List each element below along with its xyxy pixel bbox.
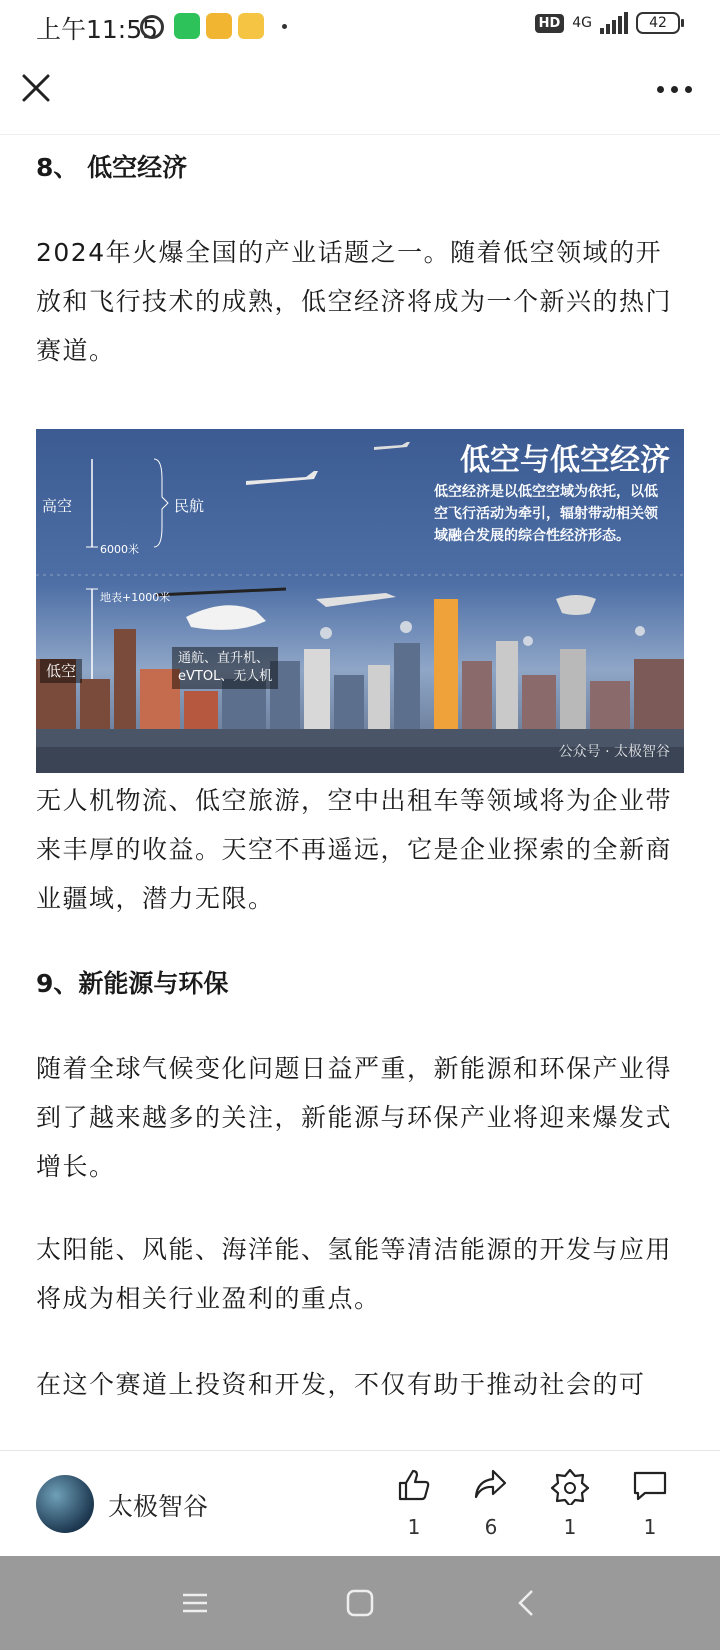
home-button[interactable] bbox=[345, 1588, 375, 1622]
paragraph-2: 无人机物流、低空旅游，空中出租车等领域将为企业带来丰厚的收益。天空不再遥远，它是企业探索的全新商业疆域，潜力无限。 bbox=[36, 786, 673, 913]
hd-badge: HD bbox=[535, 14, 565, 33]
share-button[interactable] bbox=[466, 1465, 516, 1539]
signal-icon bbox=[600, 12, 628, 34]
back-button[interactable] bbox=[512, 1588, 542, 1622]
vehicles-line-1: 通航、直升机、 bbox=[178, 651, 270, 666]
figure-description: 低空经济是以低空空域为依托，以低空飞行活动为牵引，辐射带动相关领域融合发展的综合性经济形态。 bbox=[434, 484, 658, 544]
vehicles-label bbox=[172, 647, 278, 689]
flower-icon bbox=[550, 1465, 590, 1505]
section-heading-8: 8、 低空经济 bbox=[36, 153, 188, 182]
alarm-icon bbox=[140, 15, 164, 39]
author-name[interactable]: 太极智谷 bbox=[108, 1492, 209, 1521]
more-dot bbox=[671, 86, 678, 93]
comment-button[interactable] bbox=[625, 1465, 675, 1539]
back-icon bbox=[512, 1588, 542, 1618]
notes-app-icon bbox=[206, 13, 232, 39]
comment-icon bbox=[630, 1465, 670, 1505]
close-icon[interactable] bbox=[18, 70, 54, 106]
more-notifications-dot-icon bbox=[282, 24, 287, 29]
weibo-icon bbox=[238, 13, 264, 39]
watermark: 公众号 · 太极智谷 bbox=[558, 744, 670, 760]
more-dot bbox=[657, 86, 664, 93]
altitude-6000-label: 6000米 bbox=[100, 543, 139, 556]
low-altitude-label: 低空 bbox=[40, 659, 82, 683]
article-body bbox=[36, 134, 684, 1450]
high-altitude-label: 高空 bbox=[42, 497, 73, 515]
collect-count: 1 bbox=[563, 1515, 577, 1539]
paragraph-5: 在这个赛道上投资和开发，不仅有助于推动社会的可 bbox=[36, 1370, 646, 1399]
menu-button[interactable] bbox=[180, 1588, 210, 1622]
figure-title: 低空与低空经济 bbox=[460, 443, 670, 478]
comment-count: 1 bbox=[643, 1515, 657, 1539]
home-icon bbox=[345, 1588, 375, 1618]
author-avatar[interactable] bbox=[36, 1475, 94, 1533]
more-dot bbox=[685, 86, 692, 93]
paragraph-1: 2024年火爆全国的产业话题之一。随着低空领域的开放和飞行技术的成熟，低空经济将成为一个新兴的热门赛道。 bbox=[36, 238, 673, 365]
wechat-icon bbox=[174, 13, 200, 39]
vehicles-line-2: eVTOL、无人机 bbox=[178, 669, 273, 684]
system-nav-bar bbox=[0, 1556, 720, 1650]
battery-level: 42 bbox=[649, 15, 667, 31]
paragraph-3: 随着全球气候变化问题日益严重，新能源和环保产业得到了越来越多的关注，新能源与环保产业将迎来爆发式增长。 bbox=[36, 1054, 673, 1181]
paragraph-4: 太阳能、风能、海洋能、氢能等清洁能源的开发与应用将成为相关行业盈利的重点。 bbox=[36, 1235, 673, 1313]
menu-icon bbox=[180, 1588, 210, 1618]
network-type: 4G bbox=[572, 15, 592, 31]
thumbs-up-icon bbox=[394, 1465, 434, 1505]
low-altitude-economy-image[interactable] bbox=[36, 429, 684, 773]
bottom-action-bar bbox=[0, 1450, 720, 1557]
like-button[interactable] bbox=[389, 1465, 439, 1539]
share-icon bbox=[471, 1465, 511, 1505]
altitude-1000-label: 地表+1000米 bbox=[100, 591, 171, 604]
share-count: 6 bbox=[484, 1515, 498, 1539]
civil-aviation-label: 民航 bbox=[174, 497, 205, 515]
battery-icon bbox=[636, 12, 680, 34]
more-icon[interactable] bbox=[657, 86, 692, 93]
collect-button[interactable] bbox=[545, 1465, 595, 1539]
section-heading-9: 9、新能源与环保 bbox=[36, 969, 229, 998]
status-bar bbox=[0, 0, 720, 52]
like-count: 1 bbox=[407, 1515, 421, 1539]
top-nav bbox=[0, 52, 720, 135]
status-time: 上午11:55 bbox=[36, 15, 159, 44]
